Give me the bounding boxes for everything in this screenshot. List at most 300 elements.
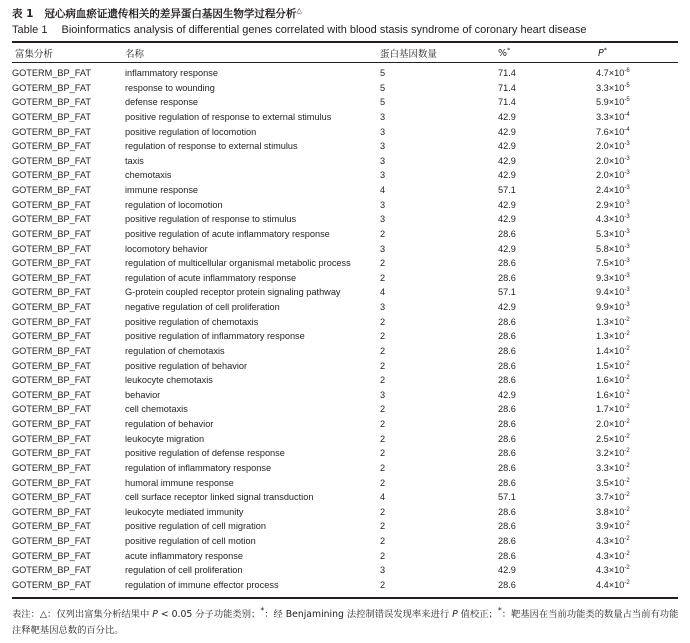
- header-count: 蛋白基因数量: [380, 49, 438, 60]
- header-pvalue-mark: *: [603, 46, 607, 54]
- pvalue-mantissa: 2.5×10: [596, 433, 625, 444]
- pvalue-exponent: -3: [624, 228, 630, 235]
- cell-pvalue: [596, 549, 678, 564]
- pvalue-mantissa: 4.3×10: [596, 214, 625, 225]
- cell-count: 3: [380, 214, 386, 225]
- cell-percent: 42.9: [498, 126, 516, 137]
- pvalue-mantissa: 1.3×10: [596, 331, 625, 342]
- cell-pvalue: [596, 95, 678, 110]
- cell-term: chemotaxis: [125, 170, 172, 181]
- cell-pvalue: [596, 359, 678, 374]
- cell-count: 2: [380, 550, 386, 561]
- pvalue-exponent: -2: [624, 535, 630, 542]
- cell-percent: 28.6: [498, 360, 516, 371]
- pvalue-exponent: -2: [624, 345, 630, 352]
- bottom-rule: [12, 597, 678, 599]
- cell-pvalue: [596, 168, 678, 183]
- table-row: [12, 446, 678, 461]
- pvalue-mantissa: 4.7×10: [596, 68, 625, 78]
- table-row: [12, 300, 678, 315]
- cell-percent: 42.9: [498, 170, 516, 181]
- cell-percent: 28.6: [498, 316, 516, 327]
- table-label-cn: 表 1: [12, 8, 34, 20]
- cell-percent: 28.6: [498, 258, 516, 269]
- cell-count: 3: [380, 199, 386, 210]
- cell-percent: 28.6: [498, 477, 516, 488]
- cell-term: cell chemotaxis: [125, 404, 188, 415]
- cell-pvalue: [596, 505, 678, 520]
- cell-percent: 28.6: [498, 345, 516, 356]
- table-title-cn: [12, 6, 302, 21]
- footnote-p-symbol-1: P: [152, 609, 158, 621]
- cell-pvalue: [596, 300, 678, 315]
- cell-percent: 42.9: [498, 214, 516, 225]
- cell-term: acute inflammatory response: [125, 550, 243, 561]
- cell-pvalue: [596, 578, 678, 593]
- table-row: [12, 578, 678, 593]
- table-row: [12, 549, 678, 564]
- cell-category: GOTERM_BP_FAT: [12, 258, 91, 269]
- cell-category: GOTERM_BP_FAT: [12, 302, 91, 312]
- cell-count: 2: [380, 228, 386, 239]
- cell-category: GOTERM_BP_FAT: [12, 228, 91, 239]
- pvalue-exponent: -2: [624, 316, 630, 323]
- cell-category: GOTERM_BP_FAT: [12, 433, 91, 444]
- cell-count: 4: [380, 492, 386, 503]
- cell-term: positive regulation of chemotaxis: [125, 316, 259, 327]
- table-row: [12, 315, 678, 330]
- footnote-mark-2: *: [497, 606, 502, 615]
- cell-term: regulation of multicellular organismal metabolic process: [125, 258, 351, 269]
- footnote-part1: 表注：△：仅列出富集分析结果中: [12, 609, 153, 621]
- cell-term: locomotory behavior: [125, 243, 208, 254]
- cell-percent: 71.4: [498, 82, 516, 93]
- pvalue-mantissa: 3.8×10: [596, 506, 625, 517]
- cell-pvalue: [596, 198, 678, 213]
- cell-count: 2: [380, 375, 386, 386]
- table-row: [12, 110, 678, 125]
- cell-count: 2: [380, 506, 386, 517]
- cell-count: 2: [380, 433, 386, 444]
- pvalue-mantissa: 5.9×10: [596, 97, 625, 108]
- cell-count: 2: [380, 272, 386, 283]
- cell-count: 2: [380, 477, 386, 488]
- cell-count: 3: [380, 302, 386, 312]
- table-row: [12, 227, 678, 242]
- pvalue-mantissa: 1.7×10: [596, 404, 625, 415]
- cell-pvalue: [596, 373, 678, 388]
- cell-count: 2: [380, 404, 386, 415]
- cell-pvalue: [596, 461, 678, 476]
- table-row: [12, 183, 678, 198]
- cell-category: GOTERM_BP_FAT: [12, 155, 91, 166]
- cell-category: GOTERM_BP_FAT: [12, 214, 91, 225]
- header-pvalue-label: P: [598, 48, 604, 60]
- pvalue-mantissa: 2.0×10: [596, 419, 625, 429]
- cell-category: GOTERM_BP_FAT: [12, 126, 91, 137]
- cell-percent: 28.6: [498, 228, 516, 239]
- pvalue-exponent: -6: [624, 67, 630, 74]
- cell-category: GOTERM_BP_FAT: [12, 170, 91, 181]
- table-row: [12, 168, 678, 183]
- cell-pvalue: [596, 519, 678, 534]
- footnote-part5: ：靶基因在当前功能类的数量占当前有功能注释靶基因总数的百分比。: [12, 609, 679, 636]
- pvalue-mantissa: 3.9×10: [596, 521, 625, 532]
- cell-term: positive regulation of defense response: [125, 448, 285, 459]
- cell-percent: 42.9: [498, 199, 516, 210]
- cell-category: GOTERM_BP_FAT: [12, 536, 91, 546]
- pvalue-exponent: -3: [624, 258, 630, 265]
- cell-count: 2: [380, 258, 386, 269]
- table-row: [12, 66, 678, 81]
- footnote-part4: 值校正；: [457, 609, 498, 621]
- cell-count: 2: [380, 331, 386, 342]
- cell-term: inflammatory response: [125, 68, 218, 78]
- cell-pvalue: [596, 388, 678, 403]
- pvalue-mantissa: 1.4×10: [596, 345, 625, 356]
- cell-count: 3: [380, 155, 386, 166]
- header-percent: [498, 46, 510, 60]
- pvalue-mantissa: 7.6×10: [596, 126, 625, 137]
- table-row: [12, 432, 678, 447]
- header-pvalue: [598, 46, 607, 60]
- cell-category: GOTERM_BP_FAT: [12, 272, 91, 283]
- cell-count: 3: [380, 170, 386, 181]
- cell-count: 5: [380, 82, 386, 93]
- cell-pvalue: [596, 183, 678, 198]
- cell-category: GOTERM_BP_FAT: [12, 111, 91, 122]
- cell-term: behavior: [125, 389, 161, 400]
- cell-count: 3: [380, 389, 386, 400]
- cell-pvalue: [596, 446, 678, 461]
- cell-term: positive regulation of acute inflammatory response: [125, 228, 330, 239]
- table-row: [12, 329, 678, 344]
- pvalue-mantissa: 2.9×10: [596, 199, 625, 210]
- cell-pvalue: [596, 417, 678, 432]
- cell-percent: 42.9: [498, 302, 516, 312]
- pvalue-exponent: -2: [624, 492, 630, 499]
- cell-percent: 42.9: [498, 141, 516, 152]
- footnote-part3: ：经 Benjamining 法控制错误发现率来进行: [264, 609, 453, 621]
- pvalue-exponent: -2: [624, 462, 630, 469]
- cell-term: positive regulation of response to external stimulus: [125, 111, 332, 122]
- cell-count: 4: [380, 185, 386, 195]
- cell-percent: 42.9: [498, 565, 516, 576]
- table-row: [12, 417, 678, 432]
- cell-percent: 28.6: [498, 536, 516, 546]
- pvalue-mantissa: 4.4×10: [596, 579, 625, 590]
- cell-category: GOTERM_BP_FAT: [12, 550, 91, 561]
- footnote-part2: < 0.05 分子功能类别；: [157, 609, 261, 621]
- table-row: [12, 198, 678, 213]
- table-row: [12, 359, 678, 374]
- title-footnote-mark: △: [296, 6, 302, 15]
- cell-term: taxis: [125, 155, 144, 166]
- table-row: [12, 285, 678, 300]
- pvalue-exponent: -4: [624, 111, 630, 118]
- table-row: [12, 154, 678, 169]
- cell-percent: 28.6: [498, 433, 516, 444]
- cell-category: GOTERM_BP_FAT: [12, 82, 91, 93]
- pvalue-exponent: -2: [624, 389, 630, 396]
- pvalue-mantissa: 2.0×10: [596, 155, 625, 166]
- cell-category: GOTERM_BP_FAT: [12, 375, 91, 386]
- cell-percent: 57.1: [498, 492, 516, 503]
- cell-category: GOTERM_BP_FAT: [12, 287, 91, 298]
- pvalue-mantissa: 9.4×10: [596, 287, 625, 298]
- pvalue-exponent: -5: [624, 82, 630, 89]
- cell-percent: 71.4: [498, 97, 516, 108]
- pvalue-exponent: -3: [624, 199, 630, 206]
- cell-category: GOTERM_BP_FAT: [12, 521, 91, 532]
- pvalue-mantissa: 3.2×10: [596, 448, 625, 459]
- cell-category: GOTERM_BP_FAT: [12, 243, 91, 254]
- cell-category: GOTERM_BP_FAT: [12, 185, 91, 195]
- cell-percent: 28.6: [498, 419, 516, 429]
- cell-term: regulation of acute inflammatory response: [125, 272, 297, 283]
- cell-term: positive regulation of behavior: [125, 360, 248, 371]
- table-row: [12, 256, 678, 271]
- pvalue-mantissa: 1.3×10: [596, 316, 625, 327]
- cell-category: GOTERM_BP_FAT: [12, 331, 91, 342]
- cell-count: 3: [380, 126, 386, 137]
- cell-pvalue: [596, 139, 678, 154]
- table-row: [12, 505, 678, 520]
- cell-percent: 28.6: [498, 579, 516, 590]
- cell-term: defense response: [125, 97, 199, 108]
- cell-pvalue: [596, 344, 678, 359]
- table-row: [12, 81, 678, 96]
- table-row: [12, 373, 678, 388]
- enrichment-table: [12, 66, 678, 593]
- pvalue-mantissa: 9.9×10: [596, 302, 625, 312]
- pvalue-exponent: -2: [624, 565, 630, 572]
- cell-count: 2: [380, 579, 386, 590]
- cell-count: 4: [380, 287, 386, 298]
- cell-term: immune response: [125, 185, 199, 195]
- cell-term: regulation of locomotion: [125, 199, 223, 210]
- table-body: [12, 66, 678, 593]
- pvalue-exponent: -2: [624, 433, 630, 440]
- table-row: [12, 344, 678, 359]
- pvalue-exponent: -2: [624, 477, 630, 484]
- table-row: [12, 402, 678, 417]
- cell-term: humoral immune response: [125, 477, 234, 488]
- cell-pvalue: [596, 402, 678, 417]
- pvalue-exponent: -2: [624, 418, 630, 425]
- cell-count: 5: [380, 97, 386, 108]
- cell-count: 2: [380, 462, 386, 473]
- pvalue-exponent: -2: [624, 521, 630, 528]
- pvalue-exponent: -3: [624, 287, 630, 294]
- pvalue-mantissa: 4.3×10: [596, 565, 625, 576]
- cell-pvalue: [596, 534, 678, 549]
- header-rule: [12, 62, 678, 63]
- cell-percent: 57.1: [498, 287, 516, 298]
- table-title-en-text: Bioinformatics analysis of differential genes correlated with blood stasis syndrome of coronary heart disease: [61, 24, 587, 36]
- pvalue-mantissa: 3.3×10: [596, 82, 625, 93]
- table-title-cn-text: 冠心病血瘀证遗传相关的差异蛋白基因生物学过程分析: [44, 8, 297, 20]
- cell-category: GOTERM_BP_FAT: [12, 448, 91, 459]
- pvalue-exponent: -3: [624, 272, 630, 279]
- cell-pvalue: [596, 242, 678, 257]
- table-row: [12, 212, 678, 227]
- cell-pvalue: [596, 490, 678, 505]
- header-percent-label: %: [498, 48, 508, 60]
- cell-term: positive regulation of response to stimulus: [125, 214, 297, 225]
- cell-pvalue: [596, 476, 678, 491]
- cell-count: 2: [380, 360, 386, 371]
- cell-pvalue: [596, 66, 678, 81]
- cell-term: G-protein coupled receptor protein signaling pathway: [125, 287, 341, 298]
- cell-category: GOTERM_BP_FAT: [12, 419, 91, 429]
- cell-count: 2: [380, 345, 386, 356]
- pvalue-exponent: -2: [624, 579, 630, 586]
- cell-term: regulation of response to external stimulus: [125, 141, 298, 152]
- cell-percent: 28.6: [498, 462, 516, 473]
- pvalue-mantissa: 2.0×10: [596, 170, 625, 181]
- cell-percent: 42.9: [498, 155, 516, 166]
- pvalue-exponent: -3: [624, 301, 630, 308]
- cell-count: 2: [380, 448, 386, 459]
- header-percent-mark: *: [507, 46, 511, 54]
- pvalue-exponent: -3: [624, 184, 630, 191]
- table-row: [12, 490, 678, 505]
- cell-count: 2: [380, 536, 386, 546]
- cell-pvalue: [596, 212, 678, 227]
- cell-term: regulation of chemotaxis: [125, 345, 225, 356]
- cell-term: positive regulation of inflammatory response: [125, 331, 305, 342]
- pvalue-mantissa: 3.7×10: [596, 492, 625, 503]
- pvalue-mantissa: 7.5×10: [596, 258, 625, 269]
- cell-category: GOTERM_BP_FAT: [12, 97, 91, 108]
- cell-count: 3: [380, 141, 386, 152]
- cell-term: regulation of immune effector process: [125, 579, 279, 590]
- cell-percent: 28.6: [498, 375, 516, 386]
- cell-pvalue: [596, 256, 678, 271]
- table-footnote: [12, 603, 682, 638]
- cell-term: regulation of behavior: [125, 419, 214, 429]
- cell-term: regulation of inflammatory response: [125, 462, 272, 473]
- pvalue-exponent: -2: [624, 331, 630, 338]
- cell-count: 5: [380, 68, 386, 78]
- table-row: [12, 476, 678, 491]
- pvalue-exponent: -5: [624, 97, 630, 104]
- table-row: [12, 563, 678, 578]
- cell-term: leukocyte chemotaxis: [125, 375, 213, 386]
- cell-count: 3: [380, 111, 386, 122]
- pvalue-mantissa: 1.6×10: [596, 389, 625, 400]
- table-row: [12, 125, 678, 140]
- pvalue-exponent: -2: [624, 375, 630, 382]
- cell-category: GOTERM_BP_FAT: [12, 404, 91, 415]
- table-label-en: Table 1: [12, 24, 48, 36]
- cell-count: 3: [380, 565, 386, 576]
- pvalue-mantissa: 9.3×10: [596, 272, 625, 283]
- cell-percent: 28.6: [498, 272, 516, 283]
- cell-pvalue: [596, 154, 678, 169]
- cell-category: GOTERM_BP_FAT: [12, 579, 91, 590]
- cell-pvalue: [596, 329, 678, 344]
- pvalue-exponent: -2: [624, 506, 630, 513]
- cell-count: 2: [380, 419, 386, 429]
- pvalue-exponent: -3: [624, 170, 630, 177]
- cell-term: regulation of cell proliferation: [125, 565, 243, 576]
- table-row: [12, 139, 678, 154]
- header-category: 富集分析: [15, 49, 54, 60]
- cell-pvalue: [596, 315, 678, 330]
- cell-percent: 42.9: [498, 111, 516, 122]
- pvalue-mantissa: 5.3×10: [596, 228, 625, 239]
- footnote-p-symbol-2: P: [452, 609, 458, 621]
- cell-percent: 28.6: [498, 550, 516, 561]
- cell-pvalue: [596, 125, 678, 140]
- table-row: [12, 388, 678, 403]
- cell-pvalue: [596, 271, 678, 286]
- cell-percent: 28.6: [498, 448, 516, 459]
- pvalue-exponent: -4: [624, 126, 630, 133]
- table-row: [12, 534, 678, 549]
- pvalue-mantissa: 4.3×10: [596, 536, 625, 546]
- cell-term: positive regulation of cell motion: [125, 536, 256, 546]
- cell-pvalue: [596, 110, 678, 125]
- cell-percent: 57.1: [498, 185, 516, 195]
- cell-category: GOTERM_BP_FAT: [12, 345, 91, 356]
- cell-category: GOTERM_BP_FAT: [12, 360, 91, 371]
- cell-category: GOTERM_BP_FAT: [12, 506, 91, 517]
- cell-category: GOTERM_BP_FAT: [12, 492, 91, 503]
- pvalue-exponent: -3: [624, 243, 630, 250]
- cell-pvalue: [596, 227, 678, 242]
- pvalue-exponent: -2: [624, 550, 630, 557]
- pvalue-mantissa: 1.6×10: [596, 375, 625, 386]
- table-row: [12, 271, 678, 286]
- cell-percent: 42.9: [498, 243, 516, 254]
- cell-category: GOTERM_BP_FAT: [12, 565, 91, 576]
- cell-term: leukocyte mediated immunity: [125, 506, 244, 517]
- cell-category: GOTERM_BP_FAT: [12, 199, 91, 210]
- cell-category: GOTERM_BP_FAT: [12, 316, 91, 327]
- cell-percent: 28.6: [498, 404, 516, 415]
- cell-percent: 71.4: [498, 68, 516, 78]
- cell-percent: 42.9: [498, 389, 516, 400]
- cell-term: response to wounding: [125, 82, 215, 93]
- pvalue-mantissa: 2.0×10: [596, 141, 625, 152]
- pvalue-exponent: -3: [624, 141, 630, 148]
- cell-count: 2: [380, 316, 386, 327]
- cell-category: GOTERM_BP_FAT: [12, 462, 91, 473]
- table-row: [12, 519, 678, 534]
- cell-category: GOTERM_BP_FAT: [12, 68, 91, 78]
- pvalue-mantissa: 1.5×10: [596, 360, 625, 371]
- cell-count: 2: [380, 521, 386, 532]
- cell-category: GOTERM_BP_FAT: [12, 389, 91, 400]
- cell-percent: 28.6: [498, 521, 516, 532]
- cell-pvalue: [596, 285, 678, 300]
- pvalue-mantissa: 3.5×10: [596, 477, 625, 488]
- cell-term: positive regulation of locomotion: [125, 126, 257, 137]
- table-row: [12, 461, 678, 476]
- cell-percent: 28.6: [498, 506, 516, 517]
- cell-pvalue: [596, 432, 678, 447]
- cell-category: GOTERM_BP_FAT: [12, 141, 91, 152]
- cell-term: negative regulation of cell proliferation: [125, 302, 280, 312]
- footnote-mark-1: *: [260, 606, 265, 615]
- cell-term: cell surface receptor linked signal transduction: [125, 492, 314, 503]
- table-title-en: [12, 24, 587, 36]
- pvalue-exponent: -2: [624, 404, 630, 411]
- pvalue-mantissa: 3.3×10: [596, 111, 625, 122]
